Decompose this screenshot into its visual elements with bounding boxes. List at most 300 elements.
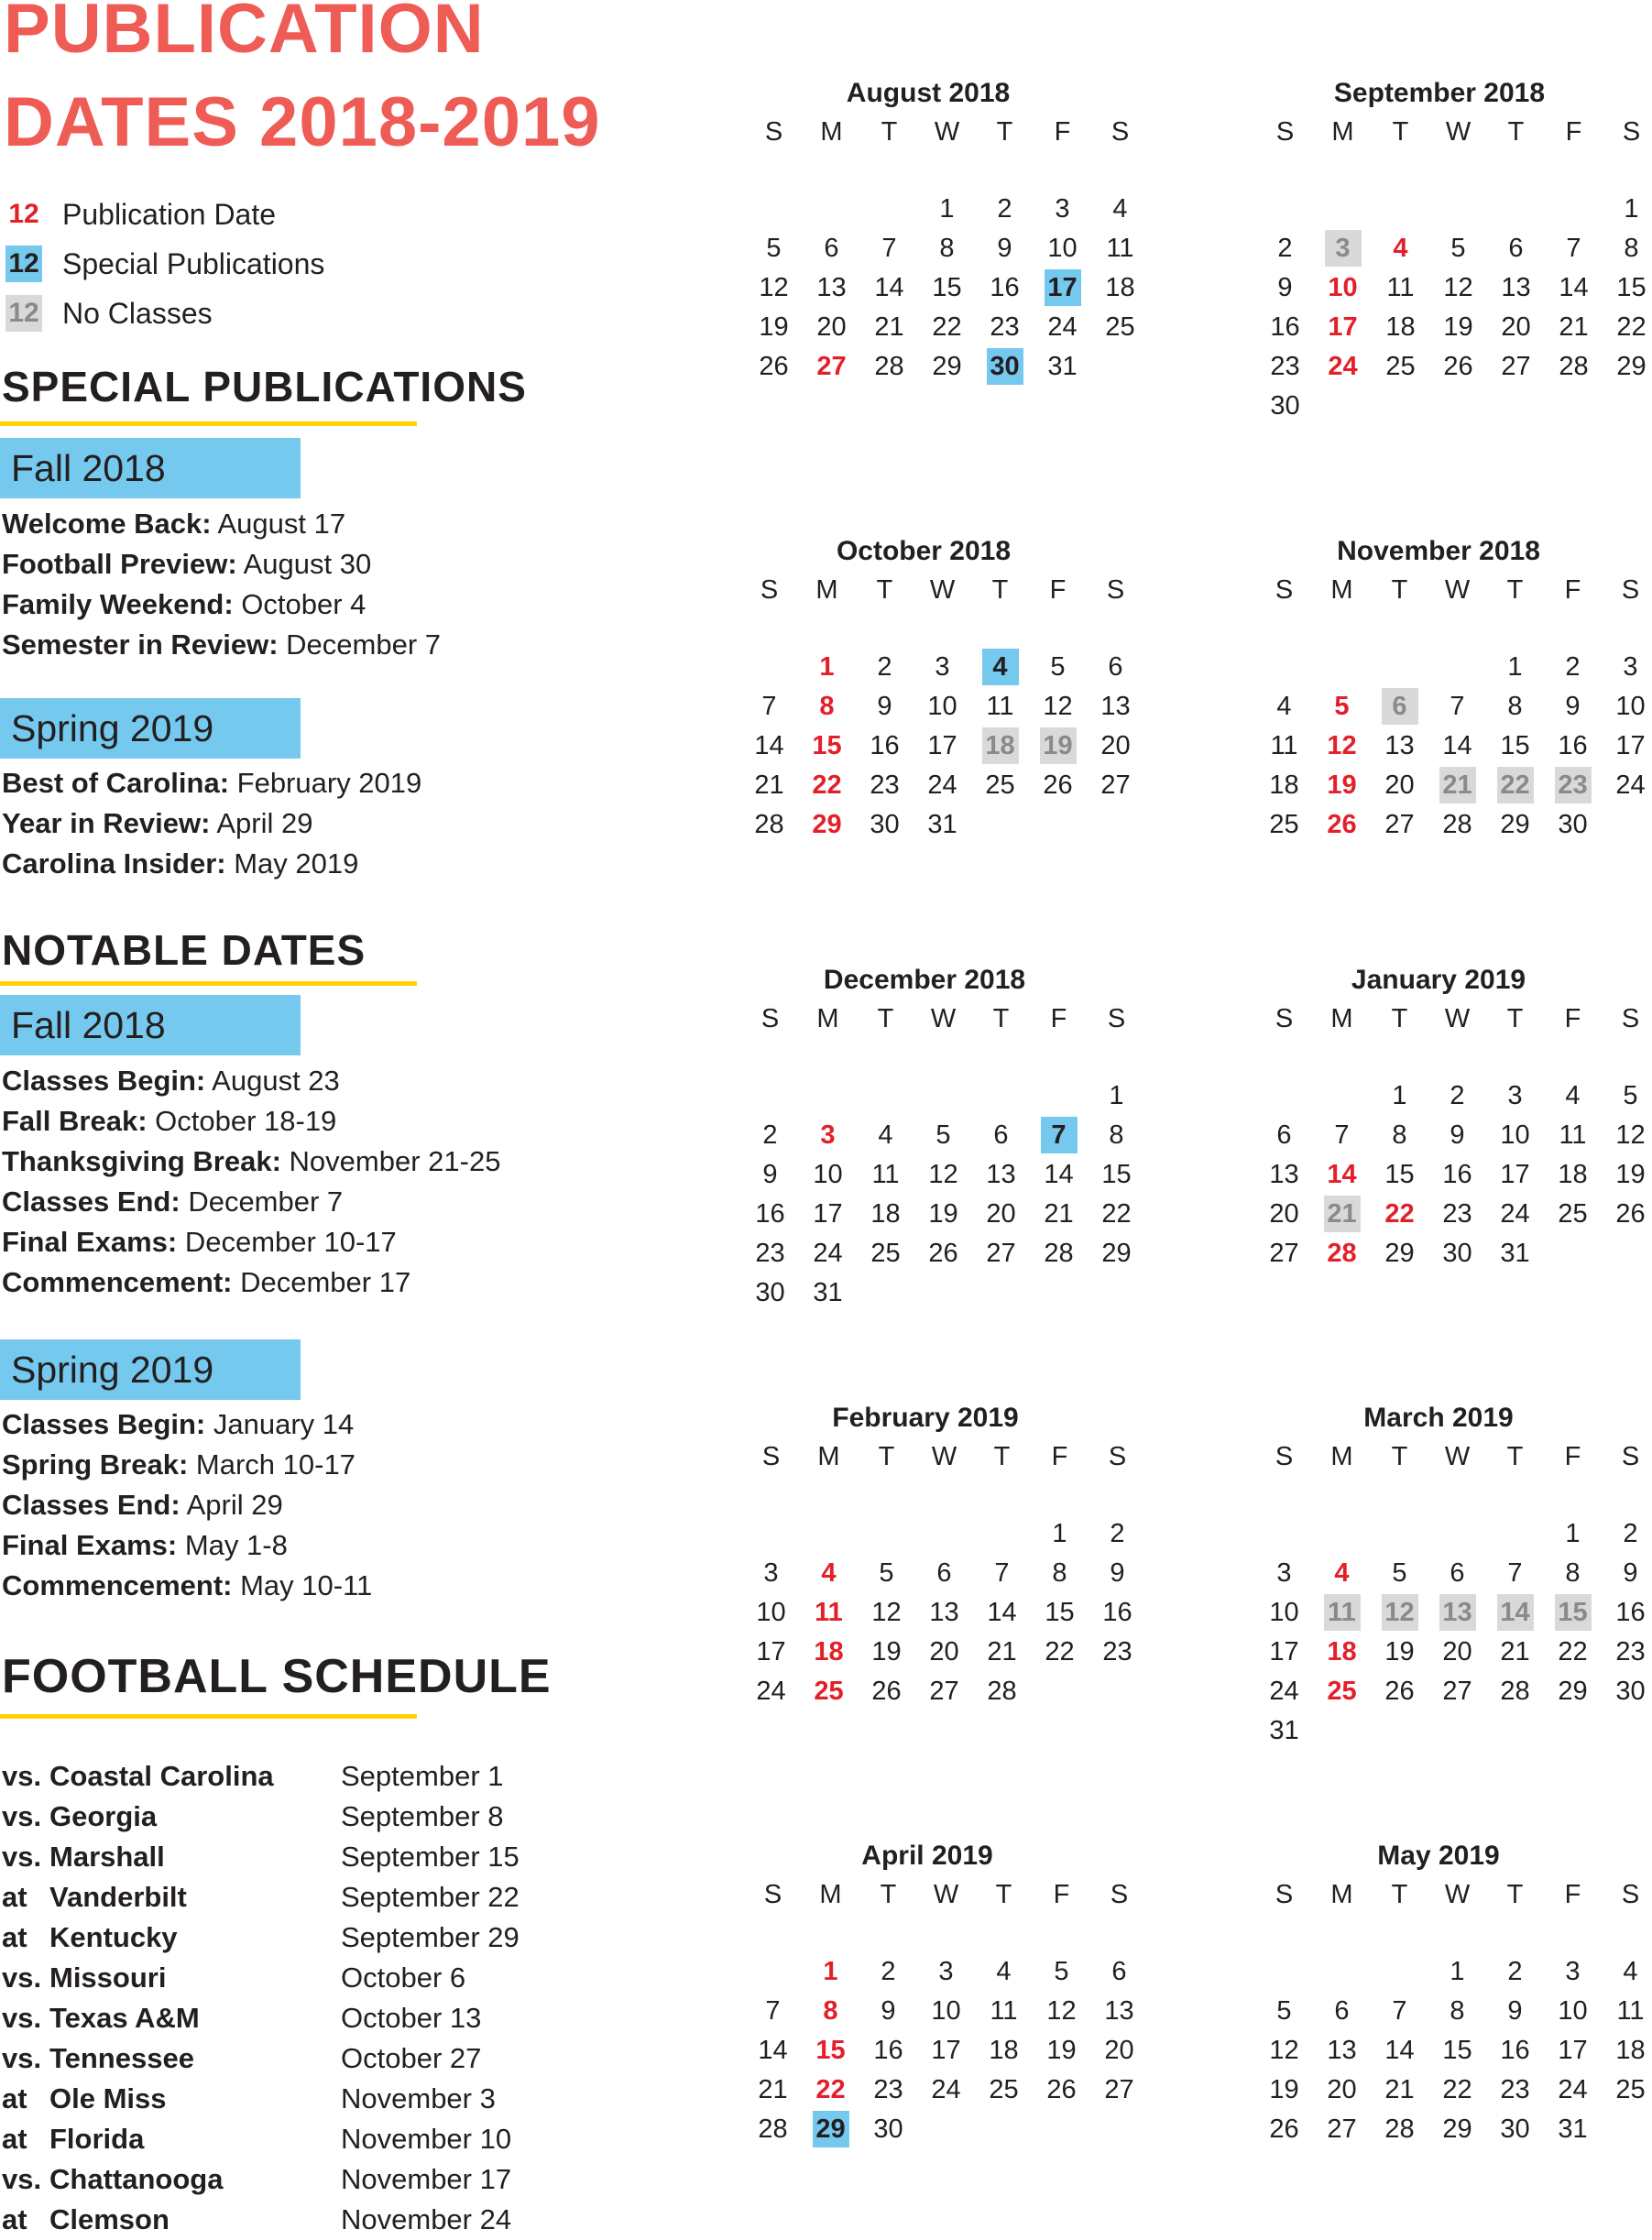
weekday-header: S	[763, 1880, 782, 1909]
weekday-header: S	[1621, 1880, 1640, 1909]
calendar-day: 14	[874, 272, 904, 302]
calendar-day: 10	[813, 1159, 843, 1189]
list-item: Final Exams: May 1-8	[2, 1529, 288, 1561]
calendar-day: 12	[1046, 1995, 1077, 2026]
calendar-day: 22	[1101, 1198, 1132, 1229]
calendar-day: 10	[931, 1995, 961, 2026]
calendar-empty-cell	[1313, 1513, 1371, 1553]
weekday-header: T	[992, 1004, 1010, 1033]
calendar-day: 16	[870, 730, 900, 760]
calendar-day: 6	[1108, 651, 1123, 682]
calendar-day: 7	[1507, 1557, 1523, 1588]
calendar-day: 20	[1442, 1636, 1472, 1666]
calendar-day: 27	[1501, 351, 1531, 381]
calendar-day: 18	[1558, 1159, 1588, 1189]
calendar-day: 13	[986, 1159, 1016, 1189]
calendar-empty-cell	[740, 647, 798, 686]
weekday-header: S	[1621, 1442, 1640, 1471]
calendar-day: 9	[1623, 1557, 1638, 1588]
calendar-day: 7	[994, 1557, 1010, 1588]
calendar-day: 30	[1442, 1238, 1472, 1268]
legend-no-classes	[5, 295, 213, 332]
calendar-day-publication: 10	[1328, 272, 1358, 302]
calendar-day: 15	[1616, 272, 1647, 302]
calendar-empty-cell	[1314, 189, 1372, 228]
calendar-day: 12	[1615, 1120, 1646, 1150]
calendar-empty-cell	[1428, 1513, 1486, 1553]
calendar-day-publication: 29	[812, 809, 842, 839]
calendar-day: 18	[1269, 770, 1299, 800]
calendar-day: 19	[759, 311, 789, 342]
calendar-day: 22	[1616, 311, 1647, 342]
calendar-day: 20	[1269, 1198, 1299, 1229]
calendar-day: 3	[1507, 1080, 1523, 1110]
calendar-day-special: 30	[976, 346, 1034, 386]
calendar-day: 8	[1507, 691, 1523, 721]
list-item: Commencement: December 17	[2, 1266, 411, 1298]
calendar-day: 5	[1050, 651, 1066, 682]
calendar-title: October 2018	[836, 536, 1012, 566]
calendar-day: 10	[927, 691, 957, 721]
weekday-header: F	[1564, 575, 1581, 605]
calendar-day: 18	[1105, 272, 1135, 302]
weekday-header: S	[761, 1442, 781, 1471]
calendar-day-publication: 24	[1328, 351, 1358, 381]
calendar-day: 9	[1565, 691, 1581, 721]
calendar-day: 19	[1443, 311, 1473, 342]
calendar-day: 17	[756, 1636, 786, 1666]
calendar-day: 24	[813, 1238, 843, 1268]
calendar-day: 6	[1450, 1557, 1465, 1588]
calendar-day: 6	[1276, 1120, 1292, 1150]
calendar-day: 11	[1270, 730, 1298, 760]
calendar-day: 25	[989, 2074, 1019, 2104]
calendar-day: 28	[874, 351, 904, 381]
calendar-day: 13	[1104, 1995, 1134, 2026]
calendar-day: 30	[1615, 1676, 1646, 1706]
calendar-empty-cell	[803, 189, 860, 228]
schedule-row: at Kentucky September 29	[2, 1921, 520, 1953]
calendar-day-publication: 15	[812, 730, 842, 760]
calendar-day: 10	[1047, 233, 1078, 263]
calendar-grid	[741, 999, 1132, 1312]
term-tag-spring: Spring 2019	[0, 1339, 301, 1400]
calendar-grid	[742, 1437, 1132, 1710]
calendar-day: 19	[1269, 2074, 1299, 2104]
calendar-grid	[740, 570, 1131, 844]
calendar-day: 25	[1105, 311, 1135, 342]
calendar-day-publication: 8	[819, 691, 835, 721]
calendar-day: 24	[931, 2074, 961, 2104]
calendar-month	[1255, 1400, 1646, 1750]
weekday-header: T	[995, 1880, 1012, 1909]
calendar-day: 1	[1052, 1518, 1067, 1548]
weekday-header: M	[1330, 575, 1353, 605]
weekday-header: T	[1391, 1442, 1408, 1471]
calendar-month	[1256, 75, 1647, 425]
calendar-day: 31	[1047, 351, 1078, 381]
calendar-day: 24	[1269, 1676, 1299, 1706]
list-item: Football Preview: August 30	[2, 548, 372, 580]
calendar-day-no-classes: 21	[1428, 765, 1486, 804]
calendar-day: 6	[993, 1120, 1009, 1150]
calendar-month	[1255, 533, 1646, 844]
calendar-empty-cell	[1255, 647, 1313, 686]
calendar-empty-cell	[972, 1076, 1030, 1115]
calendar-day: 25	[985, 770, 1015, 800]
calendar-day: 23	[990, 311, 1020, 342]
weekday-header: S	[1275, 575, 1294, 605]
legend-label: No Classes	[62, 296, 213, 330]
calendar-day-no-classes: 12	[1371, 1592, 1428, 1632]
legend-label: Special Publications	[62, 246, 325, 280]
calendar-day: 7	[1392, 1995, 1407, 2026]
calendar-day: 15	[1101, 1159, 1132, 1189]
calendar-day: 14	[1442, 730, 1472, 760]
legend-swatch-special: 12	[5, 246, 42, 282]
calendar-title: April 2019	[861, 1841, 993, 1871]
calendar-day: 8	[1052, 1557, 1067, 1588]
calendar-day: 16	[1442, 1159, 1472, 1189]
list-item: Classes Begin: August 23	[2, 1065, 340, 1097]
calendar-day: 2	[762, 1120, 778, 1150]
weekday-header: S	[1110, 117, 1130, 147]
calendar-day: 31	[1558, 2114, 1588, 2144]
weekday-header: M	[1331, 117, 1354, 147]
calendar-day: 16	[1615, 1597, 1646, 1627]
calendar-day: 23	[1615, 1636, 1646, 1666]
calendar-empty-cell	[1428, 647, 1486, 686]
calendar-day: 6	[1334, 1995, 1350, 2026]
calendar-day: 5	[766, 233, 782, 263]
calendar-day: 15	[1442, 2035, 1472, 2065]
calendar-day: 26	[928, 1238, 958, 1268]
calendar-day-publication: 26	[1327, 809, 1357, 839]
calendar-day: 9	[1450, 1120, 1465, 1150]
calendar-month	[741, 962, 1132, 1312]
calendar-day: 20	[1327, 2074, 1357, 2104]
calendar-day: 29	[1500, 809, 1530, 839]
weekday-header: M	[816, 1004, 839, 1033]
weekday-header: T	[880, 1880, 897, 1909]
calendar-empty-cell	[1255, 1513, 1313, 1553]
weekday-header: S	[1275, 1442, 1294, 1471]
calendar-day: 7	[881, 233, 897, 263]
calendar-day: 11	[1559, 1120, 1587, 1150]
weekday-header: M	[819, 1880, 842, 1909]
calendar-title: August 2018	[846, 78, 1011, 108]
schedule-row: vs. Georgia September 8	[2, 1800, 504, 1832]
calendar-day: 9	[762, 1159, 778, 1189]
calendar-month	[744, 1838, 1134, 2148]
calendar-day: 20	[1384, 770, 1415, 800]
calendar-day: 16	[755, 1198, 785, 1229]
calendar-day: 14	[1559, 272, 1589, 302]
calendar-empty-cell	[1487, 189, 1545, 228]
weekday-header: F	[1051, 1442, 1068, 1471]
title-line-1: PUBLICATION	[4, 0, 485, 68]
calendar-day-publication: 1	[823, 1956, 838, 1986]
calendar-day: 8	[1109, 1120, 1124, 1150]
calendar-day-no-classes: 21	[1313, 1194, 1371, 1233]
weekday-header: W	[1444, 1004, 1471, 1033]
calendar-day: 15	[1045, 1597, 1075, 1627]
calendar-day: 28	[758, 2114, 788, 2144]
calendar-day-special: 7	[1030, 1115, 1088, 1154]
weekday-header: W	[933, 1880, 959, 1909]
weekday-header: W	[930, 1004, 957, 1033]
calendar-day: 28	[1384, 2114, 1415, 2144]
weekday-header: T	[991, 575, 1009, 605]
calendar-day: 22	[1045, 1636, 1075, 1666]
calendar-empty-cell	[741, 1076, 799, 1115]
calendar-day: 24	[927, 770, 957, 800]
calendar-day-publication: 27	[816, 351, 847, 381]
page-title	[4, 0, 601, 169]
calendar-day: 30	[1270, 390, 1300, 421]
calendar-day-no-classes: 23	[1544, 765, 1602, 804]
calendar-day: 10	[1269, 1597, 1299, 1627]
calendar-day: 1	[1624, 193, 1639, 224]
calendar-day: 21	[1500, 1636, 1530, 1666]
weekday-header: T	[1507, 117, 1525, 147]
calendar-day: 27	[1269, 1238, 1299, 1268]
calendar-day: 14	[754, 730, 784, 760]
special-fall-list	[2, 504, 441, 665]
calendar-day-no-classes: 6	[1371, 686, 1428, 726]
weekday-header: F	[1049, 575, 1067, 605]
calendar-day: 27	[929, 1676, 959, 1706]
calendar-day: 17	[927, 730, 957, 760]
calendar-empty-cell	[1256, 189, 1314, 228]
calendar-day: 6	[1111, 1956, 1127, 1986]
calendar-day: 25	[1385, 351, 1416, 381]
weekday-header: W	[929, 575, 956, 605]
calendar-day: 4	[1623, 1956, 1638, 1986]
calendar-day: 17	[1558, 2035, 1588, 2065]
calendar-day: 29	[932, 351, 962, 381]
calendar-day-no-classes: 19	[1029, 726, 1087, 765]
calendar-day: 10	[756, 1597, 786, 1627]
special-spring-list	[2, 763, 421, 884]
weekday-header: T	[1506, 1004, 1524, 1033]
calendar-day-no-classes: 22	[1486, 765, 1544, 804]
calendar-day: 5	[1276, 1995, 1292, 2026]
term-tag-fall: Fall 2018	[0, 438, 301, 498]
weekday-header: W	[1444, 575, 1471, 605]
calendar-day: 3	[763, 1557, 779, 1588]
calendar-day: 28	[1500, 1676, 1530, 1706]
weekday-header: S	[1110, 1880, 1129, 1909]
weekday-header: S	[764, 117, 783, 147]
calendar-day: 11	[871, 1159, 900, 1189]
calendar-day: 16	[1270, 311, 1300, 342]
calendar-empty-cell	[1371, 1951, 1428, 1991]
calendar-day: 18	[1385, 311, 1416, 342]
weekday-header: W	[1444, 1442, 1471, 1471]
calendar-day: 27	[1442, 1676, 1472, 1706]
calendar-day: 24	[1047, 311, 1078, 342]
calendar-day-no-classes: 15	[1544, 1592, 1602, 1632]
calendar-day: 11	[1106, 233, 1134, 263]
schedule-row: at Ole Miss November 3	[2, 2082, 496, 2114]
calendar-month	[742, 1400, 1132, 1710]
calendar-day: 24	[1500, 1198, 1530, 1229]
calendar-day: 21	[874, 311, 904, 342]
calendar-day: 9	[877, 691, 892, 721]
calendar-day: 21	[987, 1636, 1017, 1666]
calendar-day: 28	[1559, 351, 1589, 381]
calendar-day-publication: 8	[823, 1995, 838, 2026]
weekday-header: F	[1054, 117, 1071, 147]
calendar-day: 25	[1558, 1198, 1588, 1229]
schedule-row: at Florida November 10	[2, 2123, 512, 2155]
calendar-day: 18	[1615, 2035, 1646, 2065]
calendar-empty-cell	[860, 189, 918, 228]
calendar-day: 31	[813, 1277, 843, 1307]
weekday-header: T	[1391, 1004, 1408, 1033]
calendar-empty-cell	[1030, 1076, 1088, 1115]
special-publications-heading: SPECIAL PUBLICATIONS	[2, 363, 527, 410]
football-schedule-heading: FOOTBALL SCHEDULE	[2, 1650, 552, 1703]
calendar-day: 30	[755, 1277, 785, 1307]
list-item: Semester in Review: December 7	[2, 628, 441, 661]
calendar-day: 2	[881, 1956, 896, 1986]
weekday-header: T	[1391, 1880, 1408, 1909]
calendar-day: 9	[997, 233, 1012, 263]
calendar-day: 1	[1392, 1080, 1407, 1110]
calendar-day: 28	[987, 1676, 1017, 1706]
calendar-day: 13	[1100, 691, 1131, 721]
legend-swatch-no-classes: 12	[5, 295, 42, 332]
calendar-empty-cell	[914, 1076, 972, 1115]
calendar-day: 1	[1507, 651, 1523, 682]
calendar-day-publication: 22	[812, 770, 842, 800]
calendar-day-publication: 25	[814, 1676, 844, 1706]
calendar-day: 22	[1558, 1636, 1588, 1666]
calendar-day: 23	[1500, 2074, 1530, 2104]
calendar-day: 12	[871, 1597, 902, 1627]
calendar-grid	[1255, 1874, 1646, 2148]
calendar-day: 26	[1615, 1198, 1646, 1229]
calendar-day: 22	[1442, 2074, 1472, 2104]
calendar-day: 4	[878, 1120, 893, 1150]
calendar-day: 9	[881, 1995, 896, 2026]
calendar-day: 2	[1277, 233, 1293, 263]
calendar-day: 18	[870, 1198, 901, 1229]
calendar-day-publication: 22	[815, 2074, 846, 2104]
calendar-day: 3	[1565, 1956, 1581, 1986]
calendar-day: 9	[1277, 272, 1293, 302]
weekday-header: F	[1564, 1004, 1581, 1033]
schedule-row: vs. Chattanooga November 17	[2, 2163, 512, 2195]
calendar-day: 21	[1384, 2074, 1415, 2104]
calendar-day: 1	[1109, 1080, 1124, 1110]
calendar-day: 29	[1442, 2114, 1472, 2144]
calendar-day-publication: 1	[819, 651, 835, 682]
calendar-grid	[1256, 112, 1647, 425]
calendar-day: 26	[1443, 351, 1473, 381]
calendar-title: May 2019	[1377, 1841, 1500, 1871]
calendar-day: 31	[927, 809, 957, 839]
calendar-day: 7	[1450, 691, 1465, 721]
calendar-day: 23	[755, 1238, 785, 1268]
calendar-grid	[1255, 999, 1646, 1273]
calendar-day: 17	[931, 2035, 961, 2065]
calendar-day: 13	[929, 1597, 959, 1627]
calendar-day: 14	[1044, 1159, 1074, 1189]
calendar-day: 11	[1616, 1995, 1645, 2026]
calendar-day: 26	[1269, 2114, 1299, 2144]
calendar-day: 3	[1055, 193, 1070, 224]
heading-underline	[0, 421, 417, 426]
schedule-row: vs. Coastal Carolina September 1	[2, 1760, 504, 1792]
calendar-day-publication: 17	[1328, 311, 1358, 342]
calendar-day: 29	[1616, 351, 1647, 381]
calendar-day: 7	[1566, 233, 1581, 263]
heading-underline	[0, 981, 417, 986]
list-item: Classes End: April 29	[2, 1489, 283, 1521]
calendar-day: 31	[1269, 1715, 1299, 1745]
calendar-day: 20	[929, 1636, 959, 1666]
calendar-day: 12	[1269, 2035, 1299, 2065]
calendar-day: 4	[1112, 193, 1128, 224]
schedule-row: at Vanderbilt September 22	[2, 1881, 520, 1913]
weekday-header: S	[1275, 1880, 1294, 1909]
calendar-day: 4	[1276, 691, 1292, 721]
calendar-empty-cell	[744, 1951, 802, 1991]
notable-spring-list	[2, 1404, 372, 1606]
list-item: Fall Break: October 18-19	[2, 1105, 337, 1137]
calendar-empty-cell	[1313, 1076, 1371, 1115]
list-item: Final Exams: December 10-17	[2, 1226, 397, 1258]
list-item: Thanksgiving Break: November 21-25	[2, 1145, 501, 1177]
weekday-header: S	[1107, 1004, 1126, 1033]
weekday-header: S	[1621, 1004, 1640, 1033]
calendar-month	[740, 533, 1131, 844]
calendar-title: February 2019	[832, 1403, 1019, 1433]
calendar-day: 19	[871, 1636, 902, 1666]
calendar-empty-cell	[1371, 647, 1428, 686]
calendar-day: 11	[1386, 272, 1415, 302]
schedule-row: vs. Tennessee October 27	[2, 2042, 482, 2074]
calendar-empty-cell	[799, 1076, 857, 1115]
calendar-day: 12	[1043, 691, 1073, 721]
calendar-day: 26	[759, 351, 789, 381]
calendar-empty-cell	[1255, 1076, 1313, 1115]
calendar-day: 30	[1500, 2114, 1530, 2144]
weekday-header: S	[1275, 1004, 1294, 1033]
calendar-day-no-classes: 13	[1428, 1592, 1486, 1632]
calendar-day: 1	[1565, 1518, 1581, 1548]
weekday-header: T	[876, 575, 893, 605]
calendar-day: 16	[1558, 730, 1588, 760]
calendar-day: 27	[1100, 770, 1131, 800]
calendar-title: March 2019	[1363, 1403, 1514, 1433]
calendar-day: 25	[1615, 2074, 1646, 2104]
calendar-day: 24	[756, 1676, 786, 1706]
calendar-day: 13	[1384, 730, 1415, 760]
calendar-day-special: 29	[802, 2109, 859, 2148]
calendar-day: 16	[990, 272, 1020, 302]
calendar-day: 2	[1450, 1080, 1465, 1110]
calendar-day: 16	[1500, 2035, 1530, 2065]
calendar-day: 21	[1559, 311, 1589, 342]
calendar-day: 4	[996, 1956, 1012, 1986]
calendar-day: 1	[939, 193, 955, 224]
calendar-day: 15	[932, 272, 962, 302]
calendar-title: December 2018	[823, 965, 1026, 995]
